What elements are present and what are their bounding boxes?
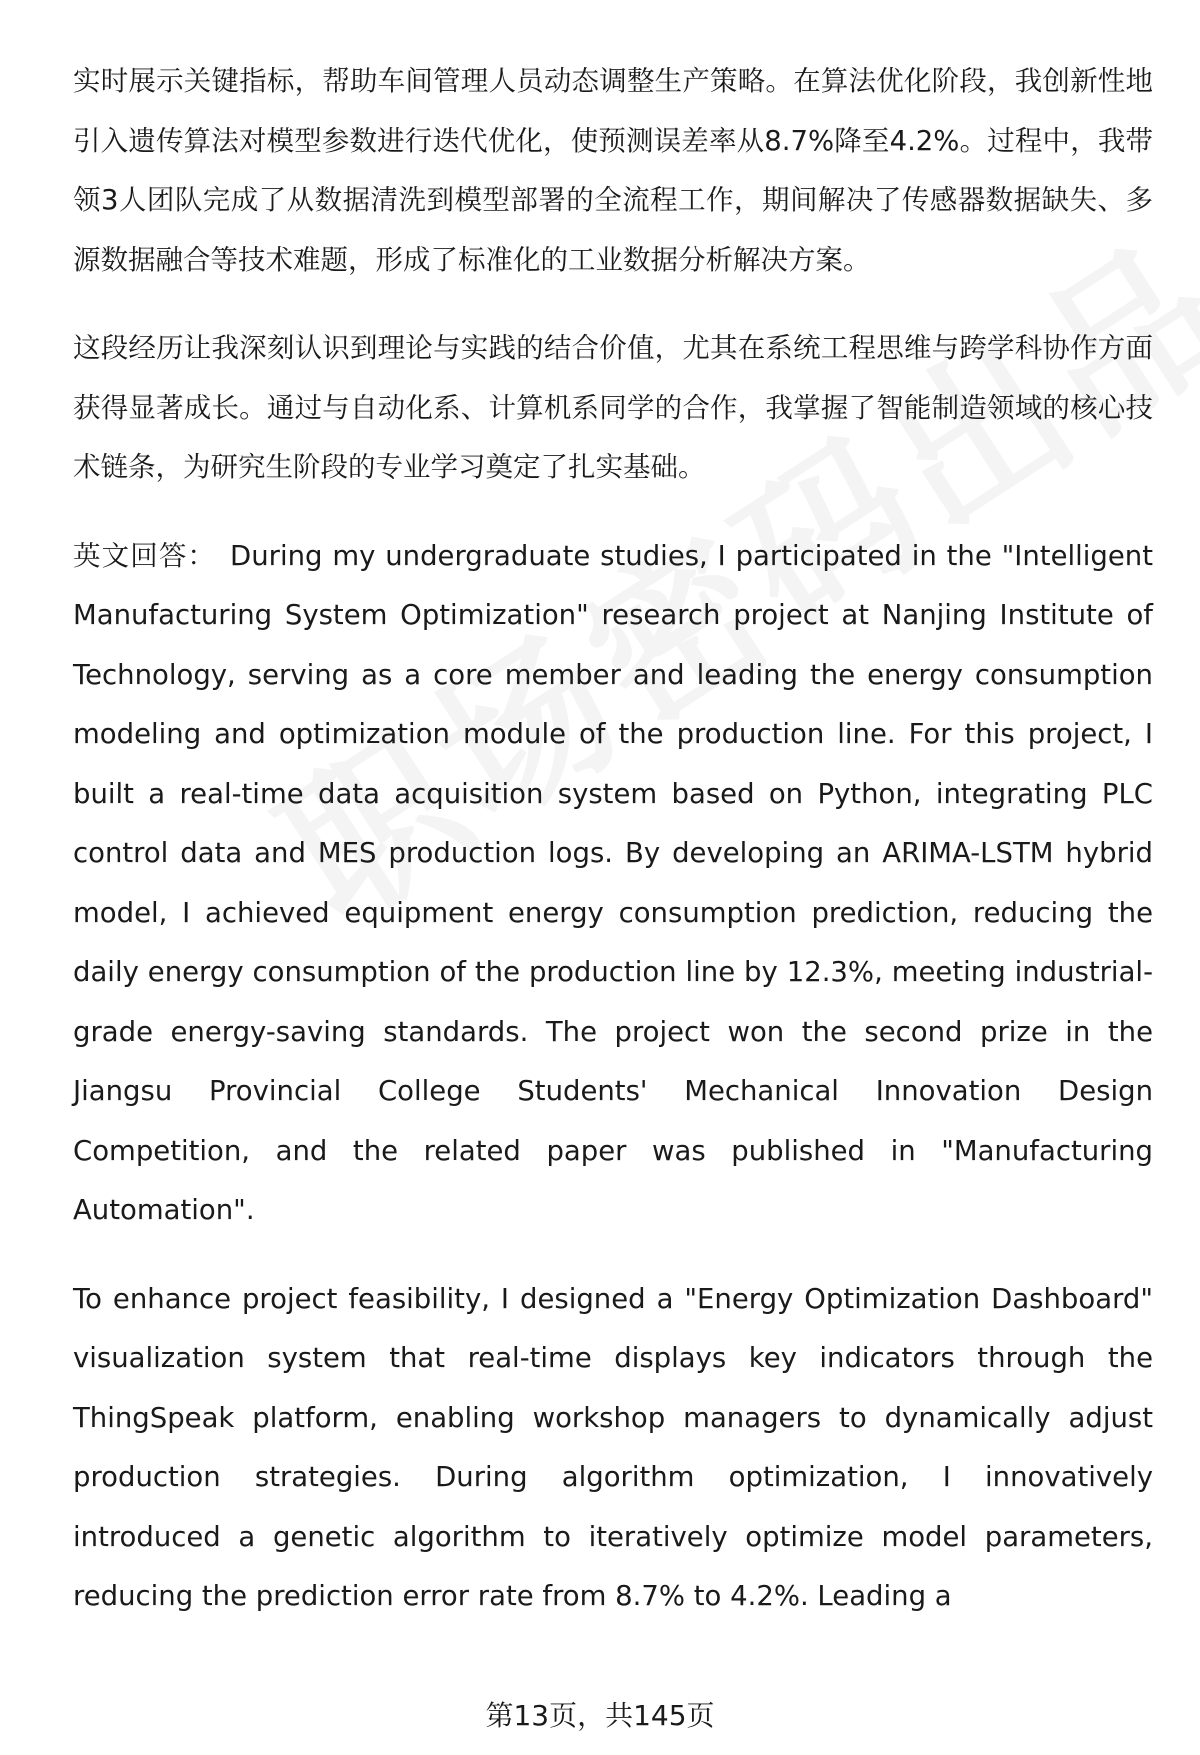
english-answer-label: 英文回答： [73,539,217,572]
english-answer-text: During my undergraduate studies, I participated in the "Intelligent Manufacturing System Optimization" research project at Nanjing Institute of Technology, serving as a core member and leading the energy consumption modeling and optimization module of the production line. For this project, I built a real-time data acquisition system based on Python, integrating PLC control data and MES production logs. By developing an ARIMA-LSTM hybrid model, I achieved equipment energy consumption prediction, reducing the daily energy consumption of the production line by 12.3%, meeting industrial-grade energy-saving standards. The project won the second prize in the Jiangsu Provincial College Students' Mechanical Innovation Design Competition, and the related paper was published in "Manufacturing Automation". [73,539,1154,1226]
paragraph-english-answer [73,527,1153,1241]
page-number-footer: 第13页，共145页 [485,1699,715,1732]
paragraph-english-2: To enhance project feasibility, I designed a "Energy Optimization Dashboard" visualization system that real-time displays key indicators through the ThingSpeak platform, enabling workshop managers to dynamically adjust production strategies. During algorithm optimization, I innovatively introduced a genetic algorithm to iteratively optimize model parameters, reducing the prediction error rate from 8.7% to 4.2%. Leading a [73,1282,1153,1612]
document-body [73,52,1153,1627]
paragraph-chinese-2: 这段经历让我深刻认识到理论与实践的结合价值，尤其在系统工程思维与跨学科协作方面获得显著成长。通过与自动化系、计算机系同学的合作，我掌握了智能制造领域的核心技术链条，为研究生阶段的专业学习奠定了扎实基础。 [73,332,1153,483]
paragraph-chinese-1: 实时展示关键指标，帮助车间管理人员动态调整生产策略。在算法优化阶段，我创新性地引入遗传算法对模型参数进行迭代优化，使预测误差率从8.7%降至4.2%。过程中，我带领3人团队完成了从数据清洗到模型部署的全流程工作，期间解决了传感器数据缺失、多源数据融合等技术难题，形成了标准化的工业数据分析解决方案。 [73,65,1153,276]
